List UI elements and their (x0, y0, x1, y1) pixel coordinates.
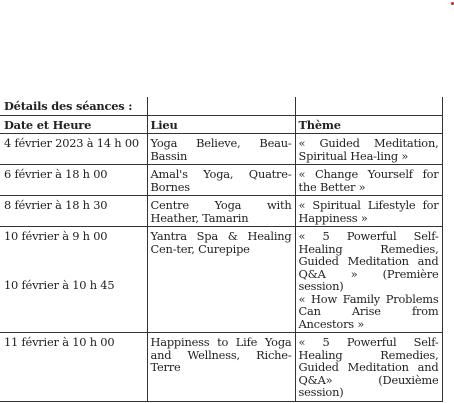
session-date-cell (0, 227, 147, 333)
session-place: Yantra Spa & Healing Cen-ter, Curepipe (147, 227, 295, 333)
empty-cell (295, 97, 442, 115)
session-place: Amal's Yoga, Quatre-Bornes (147, 165, 295, 196)
table-header-row (0, 115, 442, 134)
table-row (0, 165, 442, 196)
session-place: Happiness to Life Yoga and Wellness, Riche-Terre (147, 333, 295, 402)
header-theme: Thème (295, 115, 442, 134)
header-place: Lieu (147, 115, 295, 134)
table-row (0, 196, 442, 227)
session-date: 11 février à 10 h 00 (0, 333, 147, 402)
session-theme: « 5 Powerful Self-Healing Remedies, Guided Meditation and Q&A» (Deuxième session) (295, 333, 442, 402)
session-date: 10 février à 9 h 00 (4, 229, 108, 243)
session-theme: « Guided Meditation, Spiritual Hea-ling » (295, 134, 442, 165)
table-caption-row (0, 97, 442, 115)
table-row (0, 333, 442, 402)
session-date: 4 février 2023 à 14 h 00 (0, 134, 147, 165)
session-theme-second: « How Family Problems Can Arise from Ancestors » (298, 291, 439, 331)
session-theme-cell (295, 227, 442, 333)
table-caption: Détails des séances : (0, 97, 147, 115)
session-place: Yoga Believe, Beau-Bassin (147, 134, 295, 165)
header-date: Date et Heure (0, 115, 147, 134)
empty-cell (147, 97, 295, 115)
session-theme: « Spiritual Lifestyle for Happiness » (295, 196, 442, 227)
spacer (4, 243, 144, 279)
session-date: 6 février à 18 h 00 (0, 165, 147, 196)
sessions-table (0, 97, 443, 402)
session-place: Centre Yoga with Heather, Tamarin (147, 196, 295, 227)
session-date: 8 février à 18 h 30 (0, 196, 147, 227)
session-date-second: 10 février à 10 h 45 (4, 277, 115, 292)
session-theme: « Change Yourself for the Better » (295, 165, 442, 196)
session-theme: « 5 Powerful Self-Healing Remedies, Guided Meditation and Q&A » (Première session) (298, 229, 439, 293)
table-row (0, 134, 442, 165)
table-row (0, 227, 442, 333)
